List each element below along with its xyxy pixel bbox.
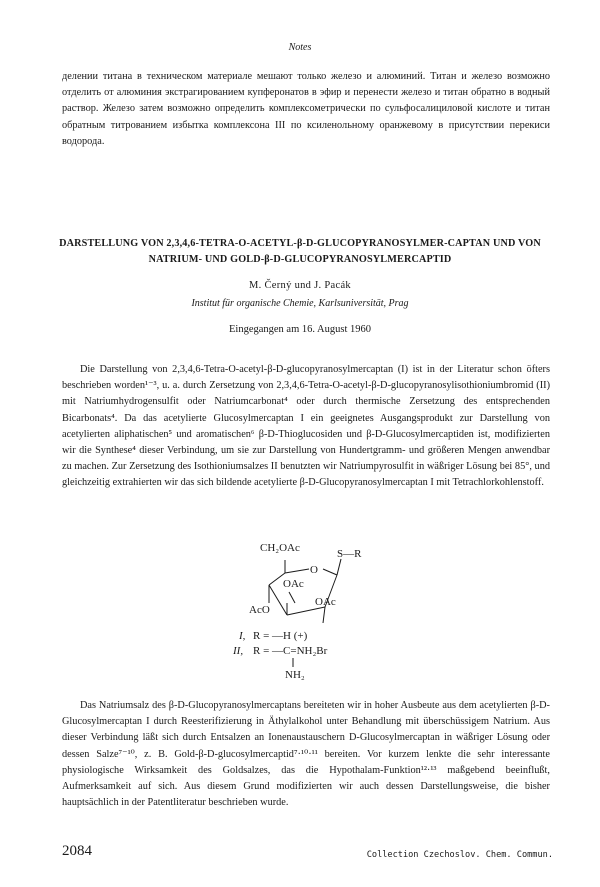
body-paragraph-1: Die Darstellung von 2,3,4,6-Tetra-O-acetyl-β-D-glucopyranosylmercaptan (I) ist in der Literatur schon öfters beschrieben worden¹⁻³, u. a. durch Zersetzung von 2,3,4,6-Tetra-O-acetyl-β-D-glucopyranosylisothioniumbromid (II) mit Natriumhydrogensulfit oder Natriumcarbonat⁴ oder durch thermische Zersetzung des entsprechenden Bicarbonats⁴. Da das acetylierte Glucosylmercaptan I ein geeignetes Ausgangsprodukt zur Darstellung von acetylierten aliphatischen⁵ und aromatischen⁶ β-D-Thioglucosiden und β-D-Glucosylmercaptiden ist, modifizierten wir die Synthese⁴ dieser Verbindung, um sie zur Darstellung von Hundertgramm- und größeren Mengen anwendbar zu machen. Zur Zersetzung des Isothioniumsalzes II benutzten wir Natriumpyrosulfit in wäßriger Lösung bei 85°, und gleichzeitig extrahierten wir das sich bildende acetylierte β-D-Glucopyranosylmercaptan I mit Tetrachlorkohlenstoff.: [62, 364, 550, 489]
body-paragraph-2: Das Natriumsalz des β-D-Glucopyranosylmercaptans bereiteten wir in hoher Ausbeute aus dem acetylierten β-D-Glucosylmercaptan I durch Reesterifizierung in Äthylalkohol unter Behandlung mit überschüssigem Natrium. Aus dieser Verbindung läßt sich durch Entsalzen an Ionenaustauschern D-Glucosylmercaptan in wäßriger Lösung oder dessen Salze⁷⁻¹⁰, z. B. Gold-β-D-glucosylmercaptid⁷·¹⁰·¹¹ bereiten. Vor kurzem lenkte die sehr interessante physiologische Wirksamkeit des Goldsalzes, das die Hypothalam-Funktion¹²·¹³ maßgebend beeinflußt, Aufmerksamkeit auf sich. Aus diesem Grund modifizierten wir auch dessen Darstellungsweise, die bisher hauptsächlich in der Patentliteratur beschrieben wurde.: [62, 700, 550, 809]
s-r-label: S—R: [337, 548, 362, 560]
journal-name: Collection Czechoslov. Chem. Commun.: [366, 850, 553, 860]
ring-oxygen-label: O: [310, 564, 318, 576]
article-title: DARSTELLUNG VON 2,3,4,6-TETRA-O-ACETYL-β-D-GLUCOPYRANOSYLMER-CAPTAN UND VON NATRIUM- UND GOLD-β-D-GLUCOPYRANOSYLMERCAPTID: [59, 238, 541, 265]
aco-label: AcO: [249, 604, 270, 616]
legend-nh2: NH₂: [285, 669, 305, 681]
bond-c2-c3: [287, 607, 325, 615]
bond-c2-oac: [323, 607, 325, 623]
ch2oac-label: CH₂OAc: [260, 542, 300, 554]
received-date: Eingegangen am 16. August 1960: [228, 324, 372, 335]
legend-2-text: R = —C=NH₂Br: [253, 645, 328, 657]
chemical-structure: [225, 535, 425, 695]
bond-o-c1: [323, 569, 337, 575]
article-institute: Institut für organische Chemie, Karlsuniversität, Prag: [191, 298, 409, 309]
previous-article-paragraph: делении титана в техническом материале мешают только железо и алюминий. Титан и железо возможно отделить от алюминия экстрагированием купферонатов в эфир и перенести железо и титан обратно в водный раствор. Железо затем возможно определить комплексометрически по сульфосалициловой кислоте и титан обратным титрованием избытка комплексона III по ксиленольному оранжевому в присутствии перекиси водорода.: [62, 71, 550, 147]
running-head: Notes: [288, 42, 312, 53]
legend-1-label: I,: [239, 630, 246, 642]
oac-lower-label: OAc: [315, 596, 336, 608]
oac-ring-label: OAc: [283, 578, 304, 590]
bond-c3-oac: [289, 592, 295, 603]
bond-c1-s: [337, 559, 341, 575]
legend-2-label: II,: [233, 645, 244, 657]
page-number: 2084: [62, 843, 92, 859]
article-authors: M. Černý und J. Pacák: [249, 280, 351, 291]
legend-1-text: R = —H (+): [253, 630, 308, 642]
glucopyranose-structure-diagram: [225, 535, 425, 695]
bond-c5-o: [285, 569, 309, 573]
